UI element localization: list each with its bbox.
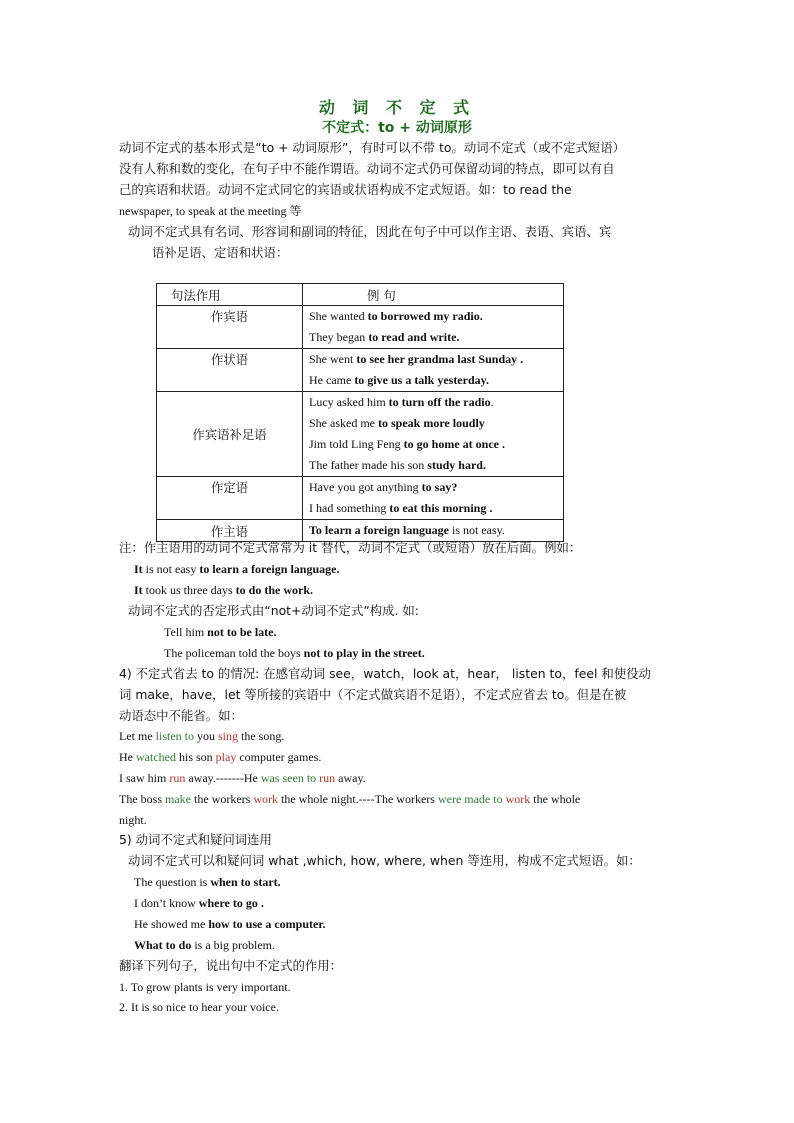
note-example: It took us three days to do the work. [134, 583, 313, 597]
example-line: Jim told Ling Feng to go home at once . [309, 437, 505, 451]
page-subtitle: 不定式：to + 动词原形 [322, 120, 472, 136]
table-examples-cell [303, 306, 564, 349]
table-header-row [157, 284, 564, 306]
table-row [157, 477, 564, 520]
example-line: Have you got anything to say? [309, 480, 458, 494]
exercise-item: 2. It is so nice to hear your voice. [119, 1000, 279, 1014]
example-line: He came to give us a talk yesterday. [309, 373, 489, 387]
example-line: Lucy asked him to turn off the radio. [309, 395, 494, 409]
table-header-role: 句法作用 [157, 284, 303, 306]
intro-line-1: 动词不定式的基本形式是“to + 动词原形”，有时可以不带 to。动词不定式（或不定式短语） [119, 140, 625, 155]
table-row [157, 306, 564, 349]
section4-example: He watched his son play computer games. [119, 750, 322, 764]
section4-example-cont: night. [119, 813, 147, 827]
section5-desc: 动词不定式可以和疑问词 what ,which, how, where, when 等连用，构成不定式短语。如： [128, 853, 641, 868]
section5-example: He showed me how to use a computer. [134, 917, 326, 931]
section5-title: 5) 动词不定式和疑问词连用 [119, 832, 272, 847]
intro-line-3: 己的宾语和状语。动词不定式同它的宾语或状语构成不定式短语。如：to read the [119, 182, 572, 197]
table-role-cell: 作定语 [157, 477, 303, 520]
section5-example: What to do is a big problem. [134, 938, 275, 952]
table-row [157, 392, 564, 477]
negative-example: Tell him not to be late. [164, 625, 277, 639]
table-role-cell: 作宾语 [157, 306, 303, 349]
intro-line-4: newspaper, to speak at the meeting 等 [119, 204, 302, 218]
example-line: She asked me to speak more loudly [309, 416, 485, 430]
table-examples-cell [303, 477, 564, 520]
example-line: She wanted to borrowed my radio. [309, 309, 483, 323]
page-title: 动 词 不 定 式 [318, 98, 476, 117]
example-line: They began to read and write. [309, 330, 460, 344]
usage-table [156, 283, 564, 542]
section5-example: I don’t know where to go . [134, 896, 264, 910]
negative-form-text: 动词不定式的否定形式由“not+动词不定式”构成. 如: [128, 603, 419, 618]
table-role-cell: 作宾语补足语 [157, 392, 303, 477]
example-line: I had something to eat this morning . [309, 501, 493, 515]
note-example: It is not easy to learn a foreign language. [134, 562, 340, 576]
section4-line-3: 动语态中不能省。如： [119, 708, 243, 723]
intro-line-2: 没有人称和数的变化，在句子中不能作谓语。动词不定式仍可保留动词的特点，即可以有自 [119, 161, 615, 176]
negative-example: The policeman told the boys not to play in the street. [164, 646, 425, 660]
example-line: To learn a foreign language is not easy. [309, 523, 505, 537]
section4-example: Let me listen to you sing the song. [119, 729, 285, 743]
table-examples-cell [303, 349, 564, 392]
table-role-cell: 作状语 [157, 349, 303, 392]
example-line: The father made his son study hard. [309, 458, 486, 472]
table-role-cell: 作主语 [157, 520, 303, 542]
section4-example: I saw him run away.-------He was seen to run away. [119, 771, 366, 785]
table-row [157, 349, 564, 392]
features-line-1: 动词不定式具有名词、形容词和副词的特征，因此在句子中可以作主语、表语、宾语、宾 [128, 224, 612, 239]
features-line-2: 语补足语、定语和状语： [152, 245, 289, 260]
section4-example: The boss make the workers work the whole night.----The workers were made to work the whole [119, 792, 581, 806]
note-text: 注：作主语用的动词不定式常常为 it 替代，动词不定式（或短语）放在后面。例如： [119, 540, 582, 555]
section4-line-2: 词 make，have，let 等所接的宾语中（不定式做宾语不足语），不定式应省去 to。但是在被 [119, 687, 627, 702]
exercise-item: 1. To grow plants is very important. [119, 980, 291, 994]
example-line: She went to see her grandma last Sunday . [309, 352, 524, 366]
table-header-examples: 例 句 [303, 284, 564, 306]
section5-example: The question is when to start. [134, 875, 281, 889]
exercise-title: 翻译下列句子，说出句中不定式的作用： [119, 958, 343, 973]
section4-line-1: 4) 不定式省去 to 的情况: 在感官动词 see，watch，look at，hear， listen to，feel 和使役动 [119, 666, 651, 681]
table-examples-cell [303, 392, 564, 477]
